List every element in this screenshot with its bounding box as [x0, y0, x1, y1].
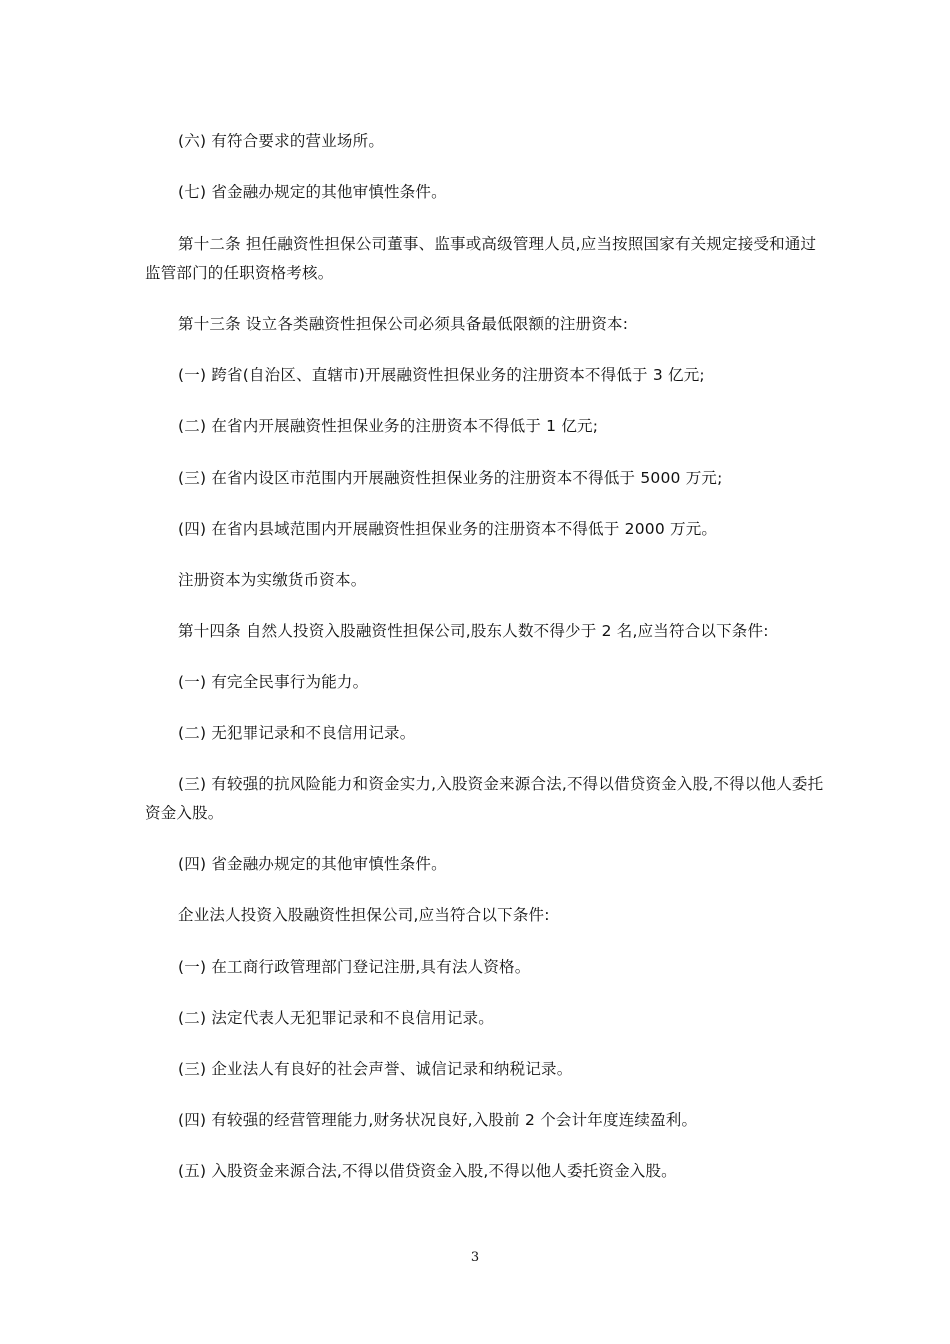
paragraph-capital-2: (二) 在省内开展融资性担保业务的注册资本不得低于 1 亿元;	[178, 417, 599, 435]
paragraph-person-3: (三) 有较强的抗风险能力和资金实力,入股资金来源合法,不得以借贷资金入股,不得以他人委托资金入股。	[145, 775, 824, 822]
paragraph-legal-entity: 企业法人投资入股融资性担保公司,应当符合以下条件:	[178, 906, 550, 924]
paragraph-article-14: 第十四条 自然人投资入股融资性担保公司,股东人数不得少于 2 名,应当符合以下条件:	[178, 622, 769, 640]
paragraph-clause-7: (七) 省金融办规定的其他审慎性条件。	[178, 183, 447, 201]
paragraph-article-13: 第十三条 设立各类融资性担保公司必须具备最低限额的注册资本:	[178, 315, 629, 333]
paragraph-entity-2: (二) 法定代表人无犯罪记录和不良信用记录。	[178, 1009, 494, 1027]
paragraph-capital-4: (四) 在省内县域范围内开展融资性担保业务的注册资本不得低于 2000 万元。	[178, 520, 718, 538]
paragraph-person-4: (四) 省金融办规定的其他审慎性条件。	[178, 855, 447, 873]
paragraph-entity-3: (三) 企业法人有良好的社会声誉、诚信记录和纳税记录。	[178, 1060, 573, 1078]
paragraph-article-12: 第十二条 担任融资性担保公司董事、监事或高级管理人员,应当按照国家有关规定接受和通过监管部门的任职资格考核。	[145, 235, 817, 282]
paragraph-person-1: (一) 有完全民事行为能力。	[178, 673, 369, 691]
paragraph-clause-6: (六) 有符合要求的营业场所。	[178, 132, 385, 150]
paragraph-entity-1: (一) 在工商行政管理部门登记注册,具有法人资格。	[178, 958, 531, 976]
paragraph-paid-capital: 注册资本为实缴货币资本。	[178, 571, 367, 589]
page-number: 3	[470, 1250, 480, 1265]
paragraph-person-2: (二) 无犯罪记录和不良信用记录。	[178, 724, 416, 742]
paragraph-capital-1: (一) 跨省(自治区、直辖市)开展融资性担保业务的注册资本不得低于 3 亿元;	[178, 366, 705, 384]
paragraph-entity-4: (四) 有较强的经营管理能力,财务状况良好,入股前 2 个会计年度连续盈利。	[178, 1111, 698, 1129]
paragraph-entity-5: (五) 入股资金来源合法,不得以借贷资金入股,不得以他人委托资金入股。	[178, 1162, 677, 1180]
paragraph-capital-3: (三) 在省内设区市范围内开展融资性担保业务的注册资本不得低于 5000 万元;	[178, 469, 723, 487]
